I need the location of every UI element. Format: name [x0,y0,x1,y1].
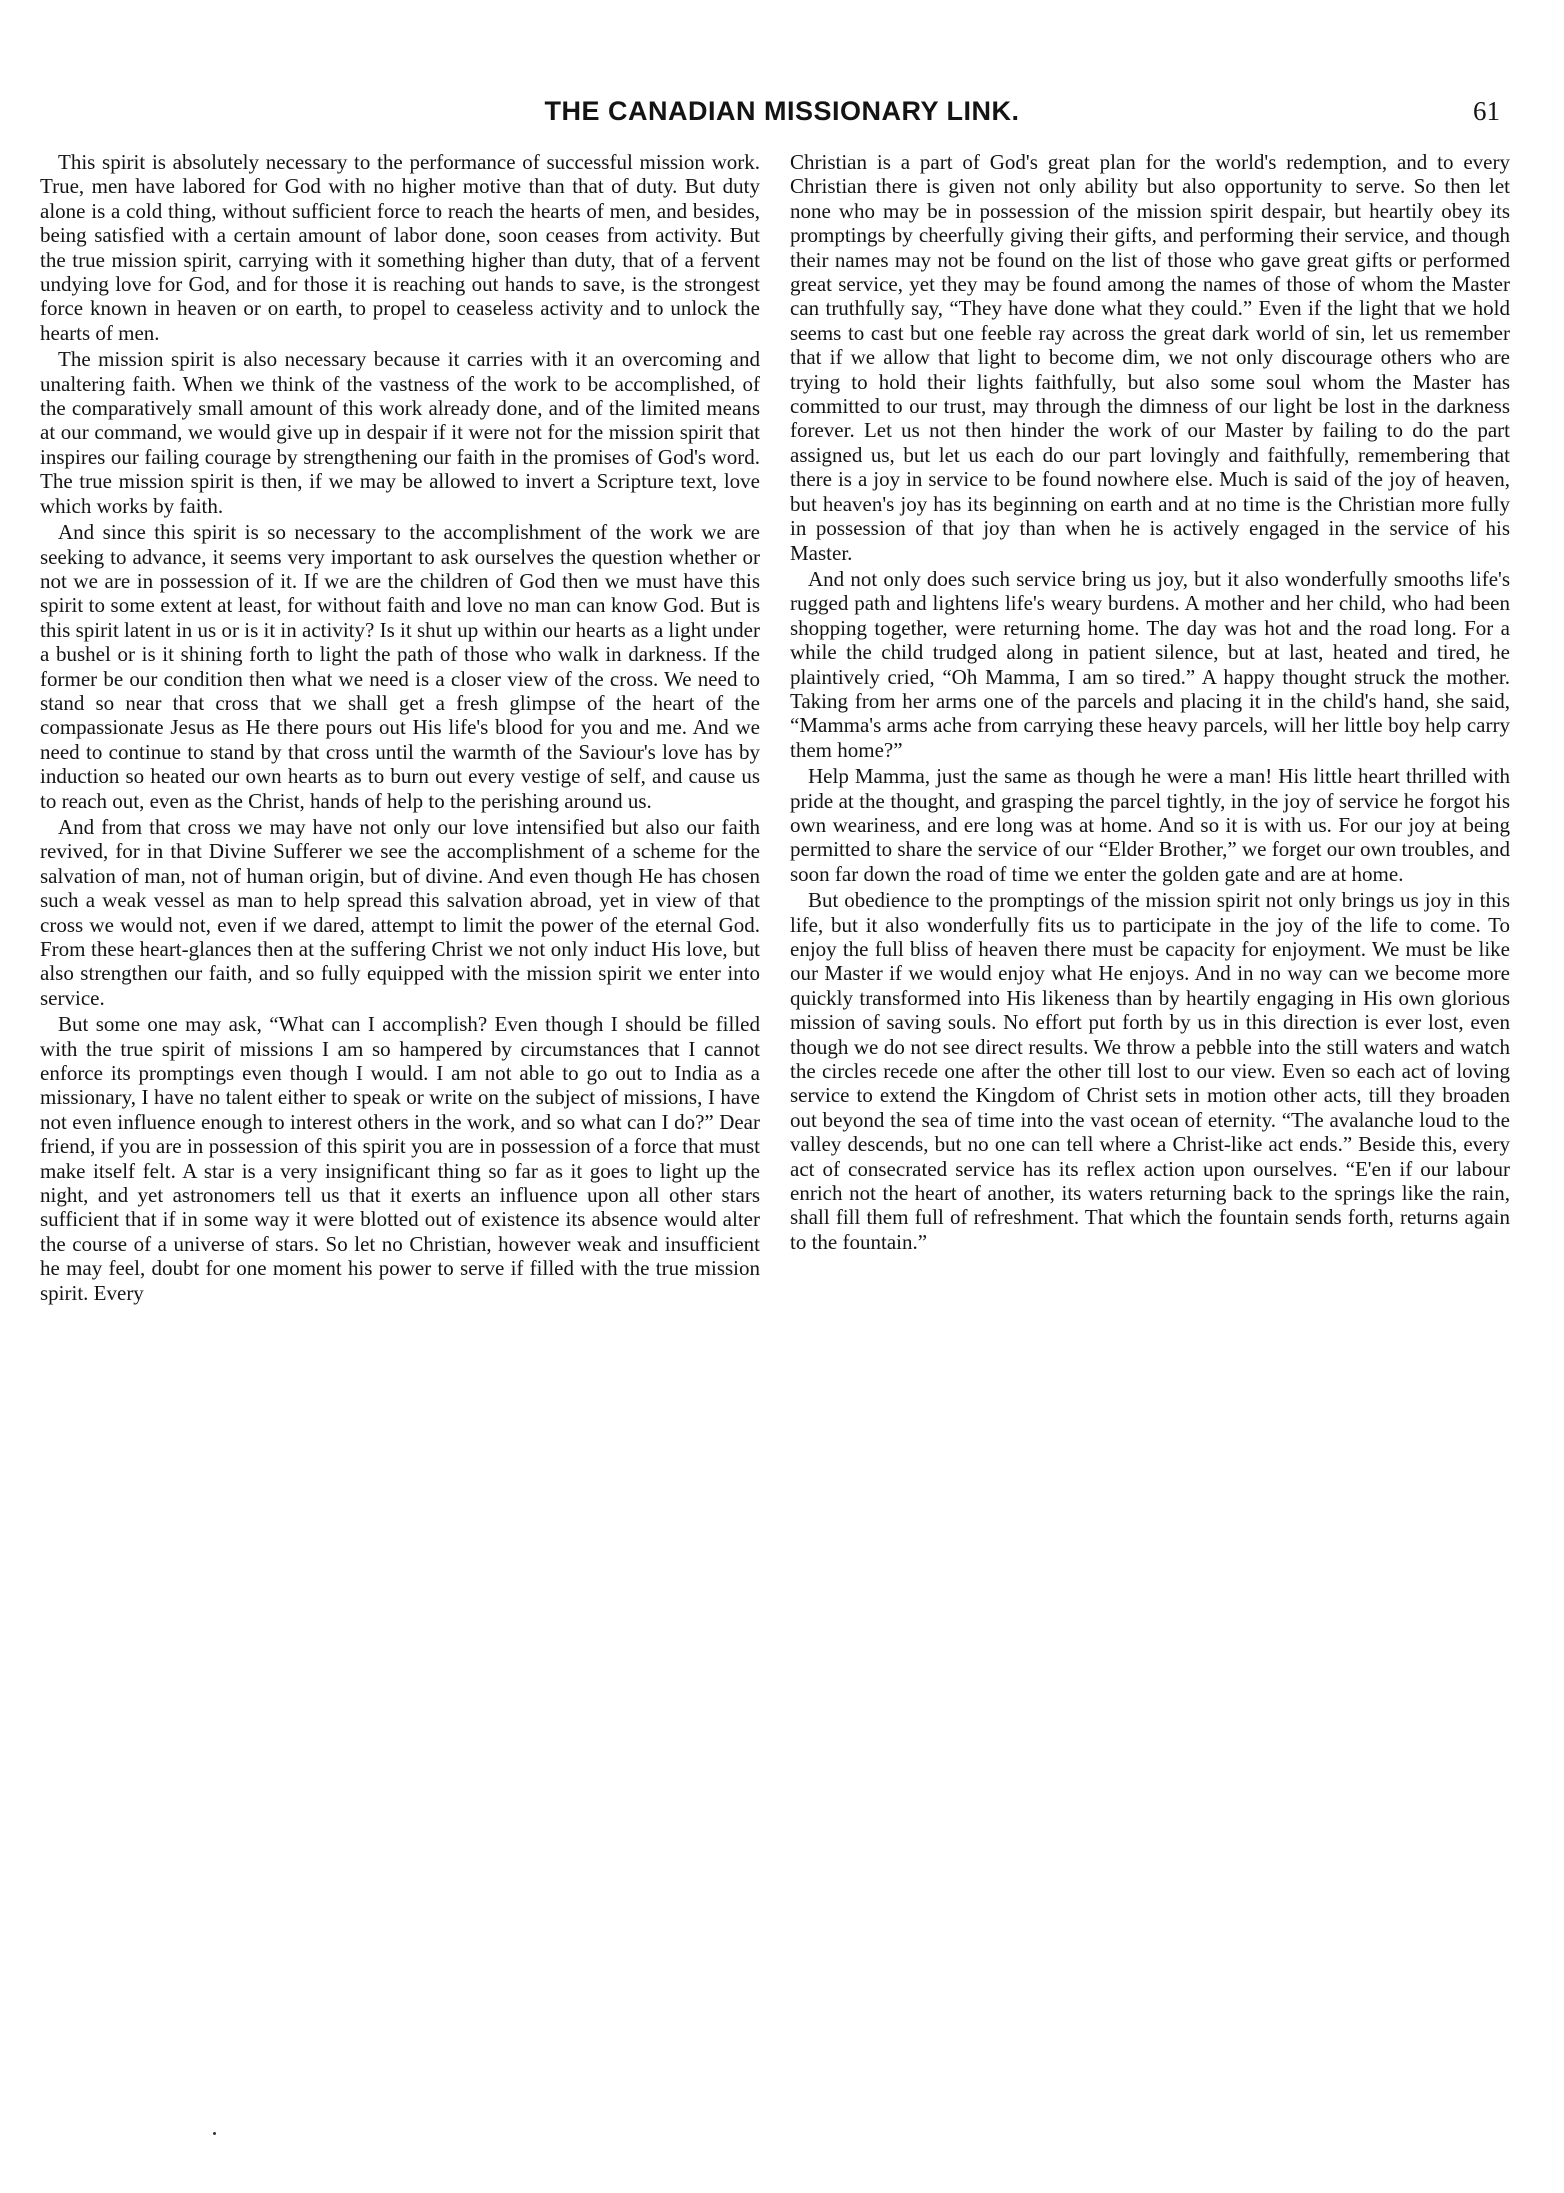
article-paragraph: And not only does such service bring us joy, but it also wonderfully smooths life's rugged path and lightens life's weary burdens. A mother and her child, who had been shopping together, were returning home. The day was hot and the road long. For a while the child trudged along in patient silence, but at last, heated and tired, he plaintively cried, “Oh Mamma, I am so tired.” A happy thought struck the mother. Taking from her arms one of the parcels and placing it in the child's hand, she said, “Mamma's arms ache from carrying these heavy parcels, will her little boy help carry them home?” [790,566,1510,762]
journal-title: THE CANADIAN MISSIONARY LINK. [544,96,1020,126]
running-header [40,96,1524,136]
article-paragraph: And since this spirit is so necessary to the accomplishment of the work we are seeking to advance, it seems very important to ask ourselves the question whether or not we are in possession of it. If we are the children of God then we must have this spirit to some extent at least, for without faith and love no man can know God. But is this spirit latent in us or is it in activity? Is it shut up within our hearts as a light under a bushel or is it shining forth to light the path of those who walk in darkness. If the former be our condition then what we need is a closer view of the cross. We need to stand so near that cross that we shall get a fresh glimpse of the heart of the compassionate Jesus as He there pours out His life's blood for you and me. And we need to continue to stand by that cross until the warmth of the Saviour's love has by induction so heated our own hearts as to burn out every vestige of self, and cause us to reach out, even as the Christ, hands of help to the perishing around us. [40,520,760,813]
article-paragraph-continued: Christian is a part of God's great plan for the world's redemption, and to every Christian there is given not only ability but also opportunity to serve. So then let none who may be in possession of the mission spirit despair, but heartily obey its promptings by cheerfully giving their gifts, and performing their service, and though their names may not be found on the list of those who gave great gifts or performed great service, yet they may be found among the names of those of whom the Master can truthfully say, “They have done what they could.” Even if the light that we hold seems to cast but one feeble ray across the great dark world of sin, let us remember that if we allow that light to become dim, we not only discourage others who are trying to hold their lights faithfully, but also some soul whom the Master has committed to our trust, may through the dimness of our light be lost in the darkness forever. Let us not then hinder the work of our Master by failing to do the part assigned us, but let us each do our part lovingly and faithfully, remembering that there is a joy in service to be found nowhere else. Much is said of the joy of heaven, but heaven's joy has its beginning on earth and at no time is the Christian more fully in possession of that joy than when he is actively engaged in the service of his Master. [790,150,1510,565]
article-paragraph: This spirit is absolutely necessary to the performance of successful mission work. True, men have labored for God with no higher motive than that of duty. But duty alone is a cold thing, without sufficient force to reach the hearts of men, and besides, being satisfied with a certain amount of labor done, soon ceases from activity. But the true mission spirit, carrying with it something higher than duty, that of a fervent undying love for God, and for those it is reaching out hands to save, is the strongest force known in heaven or on earth, to propel to ceaseless activity and to unlock the hearts of men. [40,150,760,345]
page-number: 61 [1473,96,1500,126]
right-column [790,150,1510,2150]
article-paragraph: But obedience to the promptings of the mission spirit not only brings us joy in this life, but it also wonderfully fits us to participate in the joy of the life to come. To enjoy the full bliss of heaven there must be capacity for enjoyment. We must be like our Master if we would enjoy what He enjoys. And in no way can we become more quickly transformed into His likeness than by heartily engaging in His own glorious mission of saving souls. No effort put forth by us in this direction is ever lost, even though we do not see direct results. We throw a pebble into the still waters and watch the circles recede one after the other till lost to our view. Even so each act of loving service to extend the Kingdom of Christ sets in motion other acts, till they broaden out beyond the sea of time into the vast ocean of eternity. “The avalanche loud to the valley descends, but no one can tell where a Christ-like act ends.” Beside this, every act of consecrated service has its reflex action upon ourselves. “E'en if our labour enrich not the heart of another, its waters returning back to the springs like the rain, shall fill them full of refreshment. That which the fountain sends forth, returns again to the fountain.” [790,888,1510,1254]
article-paragraph: The mission spirit is also necessary because it carries with it an overcoming and unaltering faith. When we think of the vastness of the work to be accomplished, of the comparatively small amount of this work already done, and of the limited means at our command, we would give up in despair if it were not for the mission spirit that inspires our failing courage by strengthening our faith in the promises of God's word. The true mission spirit is then, if we may be allowed to invert a Scripture text, love which works by faith. [40,347,760,518]
article-paragraph: And from that cross we may have not only our love intensified but also our faith revived, for in that Divine Sufferer we see the accomplishment of a scheme for the salvation of man, not of human origin, but of divine. And even though He has chosen such a weak vessel as man to help spread this salvation abroad, yet in view of that cross we would not, even if we dared, attempt to limit the power of the eternal God. From these heart-glances then at the suffering Christ we not only induct His love, but also strengthen our faith, and so fully equipped with the mission spirit we enter into service. [40,814,760,1010]
article-paragraph: But some one may ask, “What can I accomplish? Even though I should be filled with the true spirit of missions I am so hampered by circumstances that I cannot enforce its promptings even though I would. I am not able to go out to India as a missionary, I have no talent either to speak or write on the subject of missions, I have not even influence enough to interest others in the work, and so what can I do?” Dear friend, if you are in possession of this spirit you are in possession of a force that must make itself felt. A star is a very insignificant thing so far as it goes to light up the night, and yet astronomers tell us that it exerts an influence upon all other stars sufficient that if in some way it were blotted out of existence its absence would alter the course of a universe of stars. So let no Christian, however weak and insufficient he may feel, doubt for one moment his power to serve if filled with the true mission spirit. Every [40,1012,760,1305]
print-speck [213,2132,216,2135]
left-column [40,150,760,2150]
article-paragraph: Help Mamma, just the same as though he were a man! His little heart thrilled with pride at the thought, and grasping the parcel tightly, in the joy of service he forgot his own weariness, and ere long was at home. And so it is with us. For our joy at being permitted to share the service of our “Elder Brother,” we forget our own troubles, and soon far down the road of time we enter the golden gate and are at home. [790,764,1510,886]
